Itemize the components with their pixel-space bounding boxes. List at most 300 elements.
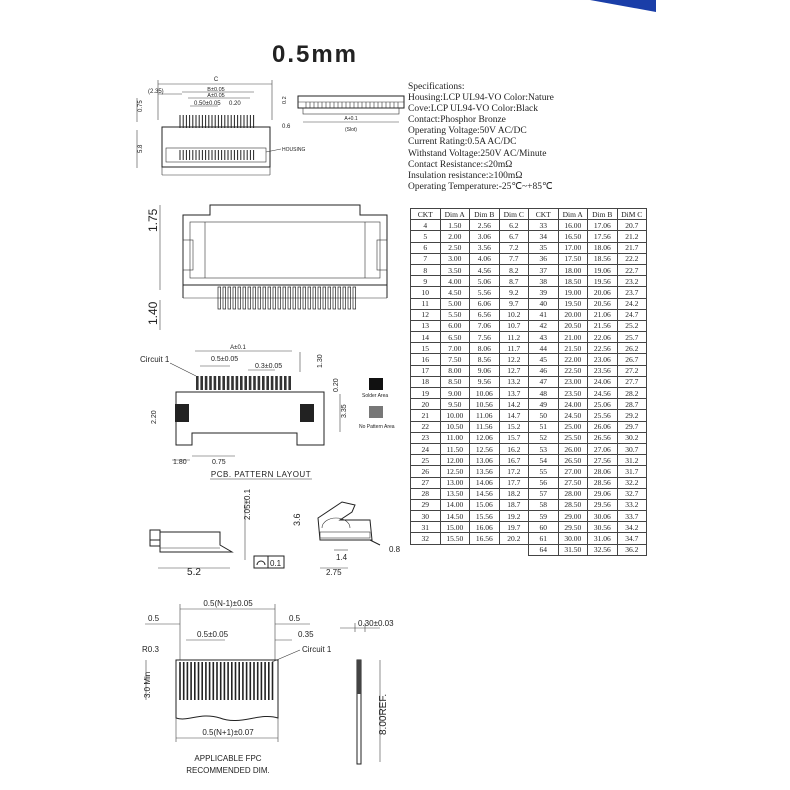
table-cell: 16.2: [499, 443, 529, 454]
top-dim-b: B±0.05: [207, 87, 225, 93]
pcb-layout-drawing: [140, 345, 395, 479]
table-cell: 15.00: [440, 522, 470, 533]
fpc-dim-n-minus: 0.5(N-1)±0.05: [203, 599, 253, 608]
table-cell: 28: [411, 488, 441, 499]
table-cell: 26.2: [617, 343, 647, 354]
table-cell: 8.00: [440, 365, 470, 376]
table-row: [411, 365, 647, 376]
table-cell: 24.56: [588, 388, 618, 399]
table-cell: 22.2: [617, 253, 647, 264]
table-cell: 5.00: [440, 298, 470, 309]
table-cell: 22.06: [588, 332, 618, 343]
table-cell: 26.50: [558, 455, 588, 466]
specifications-block: [408, 82, 658, 193]
table-cell: 24.7: [617, 309, 647, 320]
table-cell: 36: [529, 253, 559, 264]
table-row: [411, 544, 647, 555]
table-cell: 37: [529, 264, 559, 275]
table-cell: 54: [529, 455, 559, 466]
table-cell: 21.00: [558, 332, 588, 343]
table-cell: 18.7: [499, 499, 529, 510]
pcb-pad: [253, 376, 256, 390]
fpc-dim-05-right: 0.5: [289, 614, 301, 623]
table-cell: 2.00: [440, 231, 470, 242]
table-cell: 27.06: [588, 443, 618, 454]
top-dim-075: 0.75: [138, 100, 144, 112]
table-cell: 19.7: [499, 522, 529, 533]
table-row: [411, 511, 647, 522]
table-cell: 11: [411, 298, 441, 309]
pcb-pad: [205, 376, 208, 390]
table-row: [411, 298, 647, 309]
table-cell: 36.2: [617, 544, 647, 555]
pcb-pad: [222, 376, 225, 390]
table-cell: 19.06: [588, 264, 618, 275]
spec-line: Operating Voltage:50V AC/DC: [408, 126, 527, 137]
profile-drawing: [150, 488, 401, 578]
table-cell: 12.00: [440, 455, 470, 466]
table-cell: 18.56: [588, 253, 618, 264]
spec-line: Contact:Phosphor Bronze: [408, 115, 506, 126]
table-cell: 31.2: [617, 455, 647, 466]
table-cell: 50: [529, 410, 559, 421]
table-cell: 53: [529, 443, 559, 454]
front-dim-140: 1.40: [146, 301, 160, 325]
table-cell: 31: [411, 522, 441, 533]
table-cell: 43: [529, 332, 559, 343]
table-cell: 10.50: [440, 421, 470, 432]
fpc-ref-length: 8.00REF.: [378, 693, 389, 735]
table-cell: 10.2: [499, 309, 529, 320]
table-cell: 46: [529, 365, 559, 376]
pcb-pad: [209, 376, 212, 390]
table-cell: 21.06: [588, 309, 618, 320]
table-cell: 21.50: [558, 343, 588, 354]
table-cell: 17.2: [499, 466, 529, 477]
pcb-pad: [258, 376, 261, 390]
table-cell: 32.7: [617, 488, 647, 499]
table-cell: 3.50: [440, 264, 470, 275]
table-cell: 17.00: [558, 242, 588, 253]
table-cell: [411, 544, 441, 555]
pcb-dim-020: 0.20: [333, 378, 340, 392]
table-header-cell: CKT: [529, 209, 559, 220]
table-row: [411, 466, 647, 477]
table-cell: 32.56: [588, 544, 618, 555]
table-cell: 18.00: [558, 264, 588, 275]
table-header-cell: Dim A: [558, 209, 588, 220]
table-cell: 41: [529, 309, 559, 320]
front-view-drawing: [146, 205, 387, 330]
table-cell: 31.06: [588, 533, 618, 544]
table-cell: 31.7: [617, 466, 647, 477]
table-cell: 32.2: [617, 477, 647, 488]
spec-line: Specifications:: [408, 82, 465, 92]
table-cell: 19.56: [588, 276, 618, 287]
table-cell: 33: [529, 220, 559, 231]
table-cell: 13: [411, 320, 441, 331]
table-header-cell: Dim A: [440, 209, 470, 220]
pcb-pad: [218, 376, 221, 390]
table-cell: 21.56: [588, 320, 618, 331]
table-cell: 26.06: [588, 421, 618, 432]
table-header-cell: Dim C: [499, 209, 529, 220]
table-cell: 11.56: [470, 421, 500, 432]
table-cell: 7.00: [440, 343, 470, 354]
table-row: [411, 343, 647, 354]
table-cell: 3.56: [470, 242, 500, 253]
table-cell: 26: [411, 466, 441, 477]
table-cell: 60: [529, 522, 559, 533]
table-cell: 13.00: [440, 477, 470, 488]
table-cell: 24: [411, 443, 441, 454]
table-cell: 5.50: [440, 309, 470, 320]
table-cell: 25.56: [588, 410, 618, 421]
table-cell: 14.06: [470, 477, 500, 488]
table-cell: 40: [529, 298, 559, 309]
table-cell: 15.06: [470, 499, 500, 510]
table-cell: 3.00: [440, 253, 470, 264]
table-row: [411, 533, 647, 544]
table-cell: 10.7: [499, 320, 529, 331]
table-cell: 12.2: [499, 354, 529, 365]
table-cell: 21.7: [617, 242, 647, 253]
table-row: [411, 320, 647, 331]
table-cell: 56: [529, 477, 559, 488]
table-cell: 3.06: [470, 231, 500, 242]
pcb-dim-130: 1.30: [317, 354, 324, 368]
table-cell: 8.56: [470, 354, 500, 365]
table-cell: 20.50: [558, 320, 588, 331]
table-cell: 16.7: [499, 455, 529, 466]
side-dim-02: 0.2: [282, 96, 288, 104]
top-dim-050: 0.50±0.05: [194, 101, 221, 107]
table-cell: 24.2: [617, 298, 647, 309]
table-cell: 42: [529, 320, 559, 331]
table-cell: 10.06: [470, 388, 500, 399]
corner-accent: [590, 0, 656, 12]
table-cell: 49: [529, 399, 559, 410]
pcb-caption: PCB. PATTERN LAYOUT: [210, 470, 312, 479]
table-cell: 28.56: [588, 477, 618, 488]
table-cell: 28.00: [558, 488, 588, 499]
table-cell: 6.00: [440, 320, 470, 331]
table-cell: 47: [529, 376, 559, 387]
table-cell: 4.06: [470, 253, 500, 264]
table-cell: 13.50: [440, 488, 470, 499]
housing-label: HOUSING: [282, 147, 306, 153]
table-cell: 34.2: [617, 522, 647, 533]
table-row: [411, 399, 647, 410]
table-row: [411, 376, 647, 387]
table-cell: 9: [411, 276, 441, 287]
table-cell: 12: [411, 309, 441, 320]
table-cell: 30: [411, 511, 441, 522]
right-solder-pad: [300, 404, 314, 422]
table-row: [411, 231, 647, 242]
pcb-pad: [266, 376, 269, 390]
table-row: [411, 432, 647, 443]
table-cell: 19.50: [558, 298, 588, 309]
table-cell: 23: [411, 432, 441, 443]
table-cell: 11.2: [499, 332, 529, 343]
table-cell: 12.7: [499, 365, 529, 376]
pcb-pad: [262, 376, 265, 390]
table-cell: 16.50: [558, 231, 588, 242]
table-header-cell: Dim B: [588, 209, 618, 220]
table-cell: 7.06: [470, 320, 500, 331]
table-cell: 14.7: [499, 410, 529, 421]
table-cell: 6.56: [470, 309, 500, 320]
table-cell: [470, 544, 500, 555]
table-cell: 7.56: [470, 332, 500, 343]
table-cell: 22.00: [558, 354, 588, 365]
top-dim-c: C: [213, 77, 219, 83]
table-cell: 15.7: [499, 432, 529, 443]
table-cell: 55: [529, 466, 559, 477]
table-cell: 19: [411, 388, 441, 399]
fpc-thickness: 0.30±0.03: [358, 619, 394, 628]
table-cell: 8.50: [440, 376, 470, 387]
table-row: [411, 499, 647, 510]
table-row: [411, 455, 647, 466]
table-cell: 20.06: [588, 287, 618, 298]
table-cell: 30.00: [558, 533, 588, 544]
table-cell: [440, 544, 470, 555]
table-cell: 7: [411, 253, 441, 264]
top-dim-020: 0.20: [229, 101, 241, 107]
table-cell: 45: [529, 354, 559, 365]
table-cell: 12.06: [470, 432, 500, 443]
table-cell: 6.06: [470, 298, 500, 309]
table-cell: 15: [411, 343, 441, 354]
fpc-caption-1: APPLICABLE FPC: [194, 754, 262, 763]
table-cell: 21: [411, 410, 441, 421]
table-row: [411, 354, 647, 365]
table-cell: 5.56: [470, 287, 500, 298]
table-cell: 9.50: [440, 399, 470, 410]
fpc-caption-2: RECOMMENDED DIM.: [186, 766, 270, 775]
table-cell: 24.06: [588, 376, 618, 387]
table-row: [411, 388, 647, 399]
fpc-circuit-label: Circuit 1: [302, 645, 332, 654]
spec-line: Contact Resistance:≤20mΩ: [408, 159, 513, 170]
table-cell: 26.00: [558, 443, 588, 454]
table-cell: 2.56: [470, 220, 500, 231]
pcb-pitch: 0.5±0.05: [211, 356, 239, 363]
spec-line: Operating Temperature:-25℃~+85℃: [408, 181, 553, 192]
table-cell: 27.2: [617, 365, 647, 376]
table-cell: 6.50: [440, 332, 470, 343]
pcb-dim-075: 0.75: [212, 459, 226, 466]
pcb-pad: [249, 376, 252, 390]
table-cell: 23.50: [558, 388, 588, 399]
table-cell: 27.7: [617, 376, 647, 387]
table-cell: 21.2: [617, 231, 647, 242]
table-cell: 48: [529, 388, 559, 399]
table-cell: 5: [411, 231, 441, 242]
table-cell: 28.2: [617, 388, 647, 399]
fpc-dim-30min: 3.0 Min: [143, 671, 152, 698]
table-row: [411, 220, 647, 231]
table-cell: 44: [529, 343, 559, 354]
table-cell: 15.50: [440, 533, 470, 544]
table-cell: 28.06: [588, 466, 618, 477]
page-title: 0.5mm: [271, 41, 359, 68]
profile-dim-275: 2.75: [326, 568, 342, 577]
pcb-pad: [227, 376, 230, 390]
table-cell: 7.2: [499, 242, 529, 253]
table-cell: 22: [411, 421, 441, 432]
table-row: [411, 264, 647, 275]
table-cell: 12.56: [470, 443, 500, 454]
table-cell: 22.50: [558, 365, 588, 376]
table-cell: 28.50: [558, 499, 588, 510]
pcb-dim-335: 3.35: [341, 404, 348, 418]
table-row: [411, 242, 647, 253]
table-cell: 18.50: [558, 276, 588, 287]
table-cell: 20.00: [558, 309, 588, 320]
pcb-pad: [275, 376, 278, 390]
table-row: [411, 332, 647, 343]
table-cell: 11.00: [440, 432, 470, 443]
table-cell: 7.50: [440, 354, 470, 365]
table-cell: 14: [411, 332, 441, 343]
table-cell: 22.56: [588, 343, 618, 354]
profile-dim-36: 3.6: [292, 513, 302, 526]
pcb-pad-width: 0.3±0.05: [255, 363, 283, 370]
table-cell: 20.2: [499, 533, 529, 544]
table-cell: 9.2: [499, 287, 529, 298]
legend-nopattern-swatch: [369, 406, 383, 418]
pcb-circuit-label: Circuit 1: [140, 355, 170, 364]
table-cell: 5.06: [470, 276, 500, 287]
table-cell: 8.2: [499, 264, 529, 275]
table-cell: 7.7: [499, 253, 529, 264]
table-cell: 25: [411, 455, 441, 466]
table-cell: 14.50: [440, 511, 470, 522]
table-cell: 23.56: [588, 365, 618, 376]
table-cell: 29.56: [588, 499, 618, 510]
spec-line: Housing:LCP UL94-VO Color:Nature: [408, 93, 554, 104]
top-dim-a: A±0.05: [207, 93, 225, 99]
table-cell: 24.00: [558, 399, 588, 410]
table-cell: 27.56: [588, 455, 618, 466]
profile-flatness: 0.1: [270, 559, 282, 568]
table-cell: 17.56: [588, 231, 618, 242]
table-cell: 22.7: [617, 264, 647, 275]
pcb-pad: [288, 376, 291, 390]
table-cell: 15.2: [499, 421, 529, 432]
table-cell: 35: [529, 242, 559, 253]
table-cell: 30.06: [588, 511, 618, 522]
table-cell: 9.56: [470, 376, 500, 387]
legend-nopattern-label: No Pattern Area: [359, 424, 395, 430]
pcb-pad: [240, 376, 243, 390]
table-cell: 18.06: [588, 242, 618, 253]
side-view-drawing: [282, 96, 404, 133]
table-cell: 6.2: [499, 220, 529, 231]
table-cell: 51: [529, 421, 559, 432]
table-cell: 20.7: [617, 220, 647, 231]
table-cell: 2.50: [440, 242, 470, 253]
table-cell: 30.56: [588, 522, 618, 533]
table-cell: 17.7: [499, 477, 529, 488]
table-cell: 11.06: [470, 410, 500, 421]
table-cell: 25.7: [617, 332, 647, 343]
table-cell: 29.50: [558, 522, 588, 533]
spec-line: Insulation resistance:≥100mΩ: [408, 170, 523, 181]
table-cell: 16.56: [470, 533, 500, 544]
table-header-cell: Dim B: [470, 209, 500, 220]
table-cell: 20: [411, 399, 441, 410]
top-view-drawing: [137, 77, 305, 175]
table-row: [411, 443, 647, 454]
fpc-dim-05-left: 0.5: [148, 614, 160, 623]
table-cell: 9.06: [470, 365, 500, 376]
table-cell: 23.2: [617, 276, 647, 287]
table-cell: 12.50: [440, 466, 470, 477]
table-cell: 23.06: [588, 354, 618, 365]
table-cell: 59: [529, 511, 559, 522]
table-row: [411, 287, 647, 298]
table-cell: 38: [529, 276, 559, 287]
pcb-pad: [271, 376, 274, 390]
table-row: [411, 253, 647, 264]
table-cell: 57: [529, 488, 559, 499]
table-cell: 31.50: [558, 544, 588, 555]
table-cell: 33.2: [617, 499, 647, 510]
table-cell: 25.50: [558, 432, 588, 443]
table-row: [411, 421, 647, 432]
table-cell: 29: [411, 499, 441, 510]
table-cell: 24.50: [558, 410, 588, 421]
table-header-cell: CKT: [411, 209, 441, 220]
pcb-pad: [244, 376, 247, 390]
table-cell: 6: [411, 242, 441, 253]
table-cell: 30.7: [617, 443, 647, 454]
table-row: [411, 477, 647, 488]
table-cell: 52: [529, 432, 559, 443]
table-cell: 17: [411, 365, 441, 376]
spec-line: Current Rating:0.5A AC/DC: [408, 137, 517, 148]
table-header-row: [411, 209, 647, 220]
table-cell: 27: [411, 477, 441, 488]
table-cell: 34.7: [617, 533, 647, 544]
table-cell: 9.7: [499, 298, 529, 309]
table-row: [411, 309, 647, 320]
profile-dim-205: 2.05±0.1: [243, 488, 252, 520]
table-cell: 25.00: [558, 421, 588, 432]
pcb-pad: [200, 376, 203, 390]
table-cell: 8.7: [499, 276, 529, 287]
spec-line: Withstand Voltage:250V AC/Minute: [408, 148, 547, 159]
table-cell: 13.7: [499, 388, 529, 399]
table-cell: 19.2: [499, 511, 529, 522]
table-cell: 16.00: [558, 220, 588, 231]
table-cell: 19.00: [558, 287, 588, 298]
table-cell: 1.50: [440, 220, 470, 231]
table-cell: 29.7: [617, 421, 647, 432]
pcb-pad: [280, 376, 283, 390]
table-cell: 33.7: [617, 511, 647, 522]
table-cell: 16: [411, 354, 441, 365]
dimension-table: [410, 208, 647, 556]
table-cell: 29.00: [558, 511, 588, 522]
table-cell: 18.2: [499, 488, 529, 499]
table-row: [411, 410, 647, 421]
table-cell: 13.06: [470, 455, 500, 466]
